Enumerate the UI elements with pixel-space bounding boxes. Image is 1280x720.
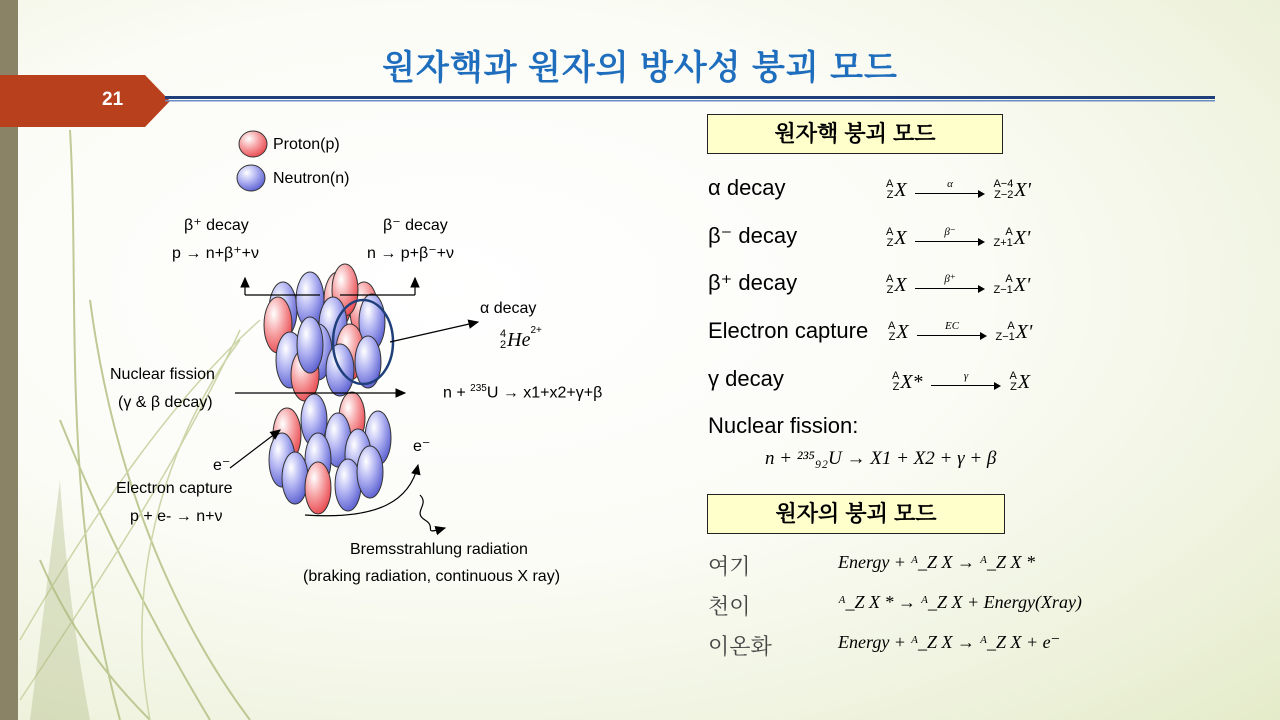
beta-plus-decay-equation: A Z X β⁺ A Z−1 X'	[886, 273, 1031, 296]
fission-subtitle: (γ & β decay)	[118, 394, 213, 411]
lower-nucleus-cluster	[269, 392, 391, 514]
alpha-helium-symbol: 4 2 He 2+	[500, 324, 542, 351]
transition-label: 천이	[708, 594, 751, 619]
gamma-decay-equation: A Z X* γ A Z X	[892, 370, 1031, 393]
ionization-equation: Energy + ᴬ_Z X → ᴬ_Z X + e⁻	[838, 632, 1061, 652]
transition-equation: ᴬ_Z X * → ᴬ_Z X + Energy(Xray)	[838, 592, 1082, 612]
nuclear-fission-label: Nuclear fission:	[708, 413, 859, 438]
proton-legend-icon	[239, 131, 267, 157]
slide-number: 21	[102, 89, 124, 110]
nuclear-fission-equation: n + ²³⁵₉₂U → X1 + X2 + γ + β	[765, 448, 997, 469]
beta-minus-decay-label: β⁻ decay	[708, 223, 798, 248]
alpha-decay-title: α decay	[480, 300, 537, 317]
electron-capture-label: Electron capture	[708, 318, 869, 343]
alpha-decay-label: α decay	[708, 175, 786, 200]
ec-electron-label: e⁻	[213, 457, 231, 474]
ec-title: Electron capture	[116, 480, 233, 497]
beta-minus-decay-equation: A Z X β⁻ A Z+1 X'	[886, 226, 1031, 249]
ionization-label: 이온화	[708, 634, 772, 659]
fission-title: Nuclear fission	[110, 366, 215, 383]
excitation-label: 여기	[708, 554, 751, 579]
slide-title: 원자핵과 원자의 방사성 붕괴 모드	[382, 49, 898, 87]
gamma-decay-label: γ decay	[708, 366, 784, 391]
beta-plus-title: β⁺ decay	[184, 217, 249, 234]
electron-capture-equation: A Z X EC A Z−1 X'	[888, 320, 1033, 343]
alpha-decay-equation: A Z X α A−4 Z−2 X'	[886, 178, 1031, 201]
beta-plus-decay-label: β⁺ decay	[708, 270, 798, 295]
fission-reaction: n + $^{235}$U → x1+x2+γ+β	[443, 383, 603, 402]
beta-minus-equation: n → p+β⁻+ν	[367, 245, 455, 262]
brems-title: Bremsstrahlung radiation	[350, 541, 528, 558]
beta-minus-title: β⁻ decay	[383, 217, 448, 234]
brems-electron-label: e⁻	[413, 438, 431, 455]
atomic-modes-box-title: 원자의 붕괴 모드	[707, 494, 1005, 534]
ec-equation: p + e- → n+ν	[130, 508, 223, 525]
neutron-legend-label: Neutron(n)	[273, 170, 350, 187]
neutron-legend-icon	[237, 165, 265, 191]
upper-nucleus-cluster	[264, 264, 385, 401]
brems-subtitle: (braking radiation, continuous X ray)	[303, 568, 561, 585]
nuclear-modes-box-title: 원자핵 붕괴 모드	[707, 114, 1003, 154]
excitation-equation: Energy + ᴬ_Z X → ᴬ_Z X *	[838, 552, 1035, 572]
proton-legend-label: Proton(p)	[273, 136, 340, 153]
beta-plus-equation: p → n+β⁺+ν	[172, 245, 260, 262]
